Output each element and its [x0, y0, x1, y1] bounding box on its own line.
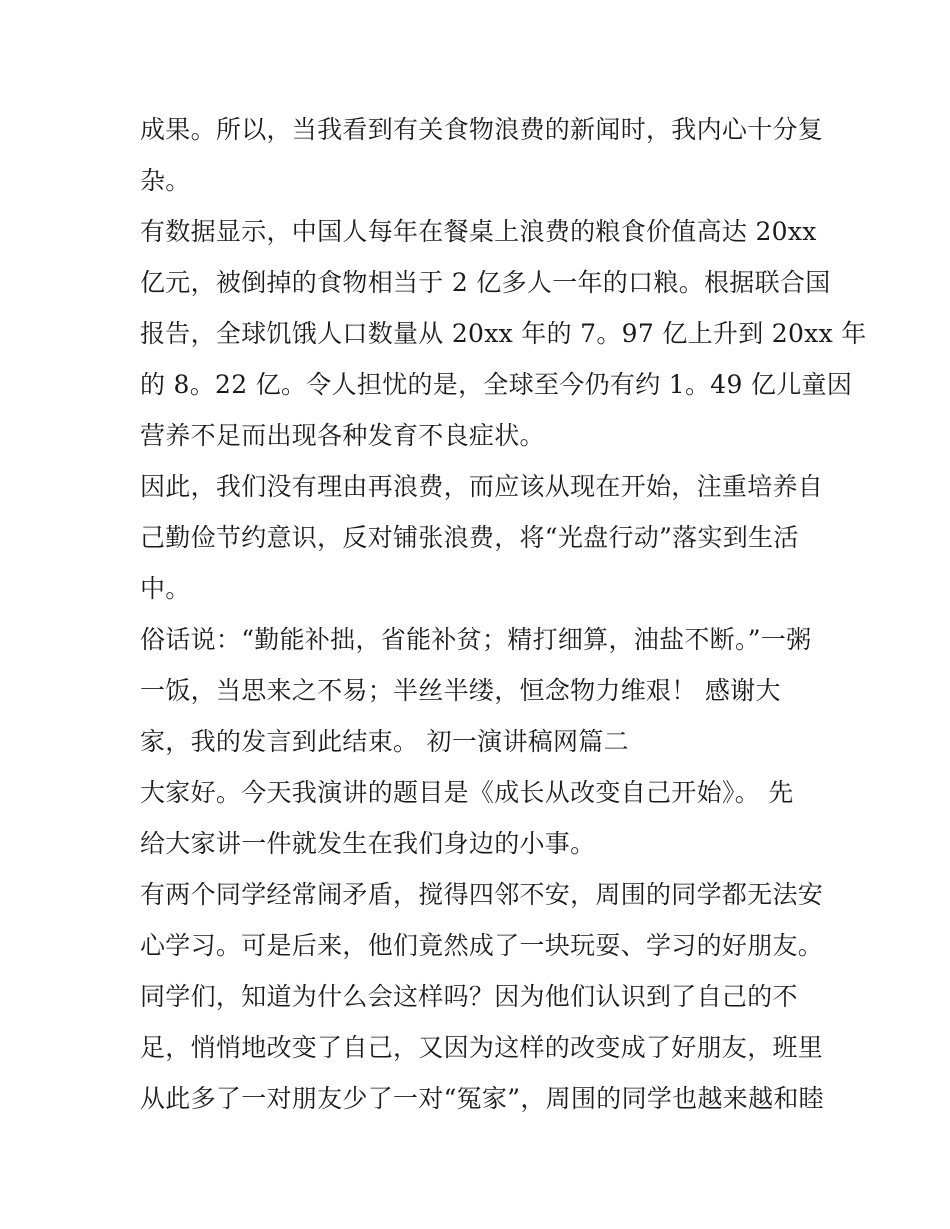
text-line: 心学习。可是后来，他们竟然成了一块玩耍、学习的好朋友。	[140, 931, 824, 960]
text-line: 营养不足而出现各种发育不良症状。	[140, 421, 545, 450]
text-line: 从此多了一对朋友少了一对“冤家”，周围的同学也越来越和睦	[140, 1084, 824, 1113]
text-line: 中。	[140, 574, 191, 603]
text-line: 有数据显示，中国人每年在餐桌上浪费的粮食价值高达 20xx	[140, 217, 817, 246]
text-line: 杂。	[140, 166, 191, 195]
text-line: 足，悄悄地改变了自己，又因为这样的改变成了好朋友，班里	[140, 1033, 824, 1062]
text-line: 亿元，被倒掉的食物相当于 2 亿多人一年的口粮。根据联合国	[140, 268, 831, 297]
text-line: 一饭，当思来之不易；半丝半缕，恒念物力维艰！ 感谢大	[140, 676, 781, 705]
text-line: 的 8。22 亿。令人担忧的是，全球至今仍有约 1。49 亿儿童因	[140, 370, 853, 399]
text-line: 有两个同学经常闹矛盾，搅得四邻不安，周围的同学都无法安	[140, 880, 824, 909]
text-line: 俗话说：“勤能补拙，省能补贫；精打细算，油盐不断。”一粥	[140, 625, 812, 654]
text-line: 家，我的发言到此结束。 初一演讲稿网篇二	[140, 727, 629, 756]
text-line: 己勤俭节约意识，反对铺张浪费，将“光盘行动”落实到生活	[140, 523, 799, 552]
text-line: 成果。所以，当我看到有关食物浪费的新闻时，我内心十分复	[140, 115, 824, 144]
text-line: 因此，我们没有理由再浪费，而应该从现在开始，注重培养自	[140, 472, 824, 501]
text-line: 同学们，知道为什么会这样吗？因为他们认识到了自己的不	[140, 982, 798, 1011]
text-line: 大家好。今天我演讲的题目是《成长从改变自己开始》。 先	[140, 778, 794, 807]
text-line: 报告，全球饥饿人口数量从 20xx 年的 7。97 亿上升到 20xx 年	[140, 319, 867, 348]
text-line: 给大家讲一件就发生在我们身边的小事。	[140, 829, 596, 858]
